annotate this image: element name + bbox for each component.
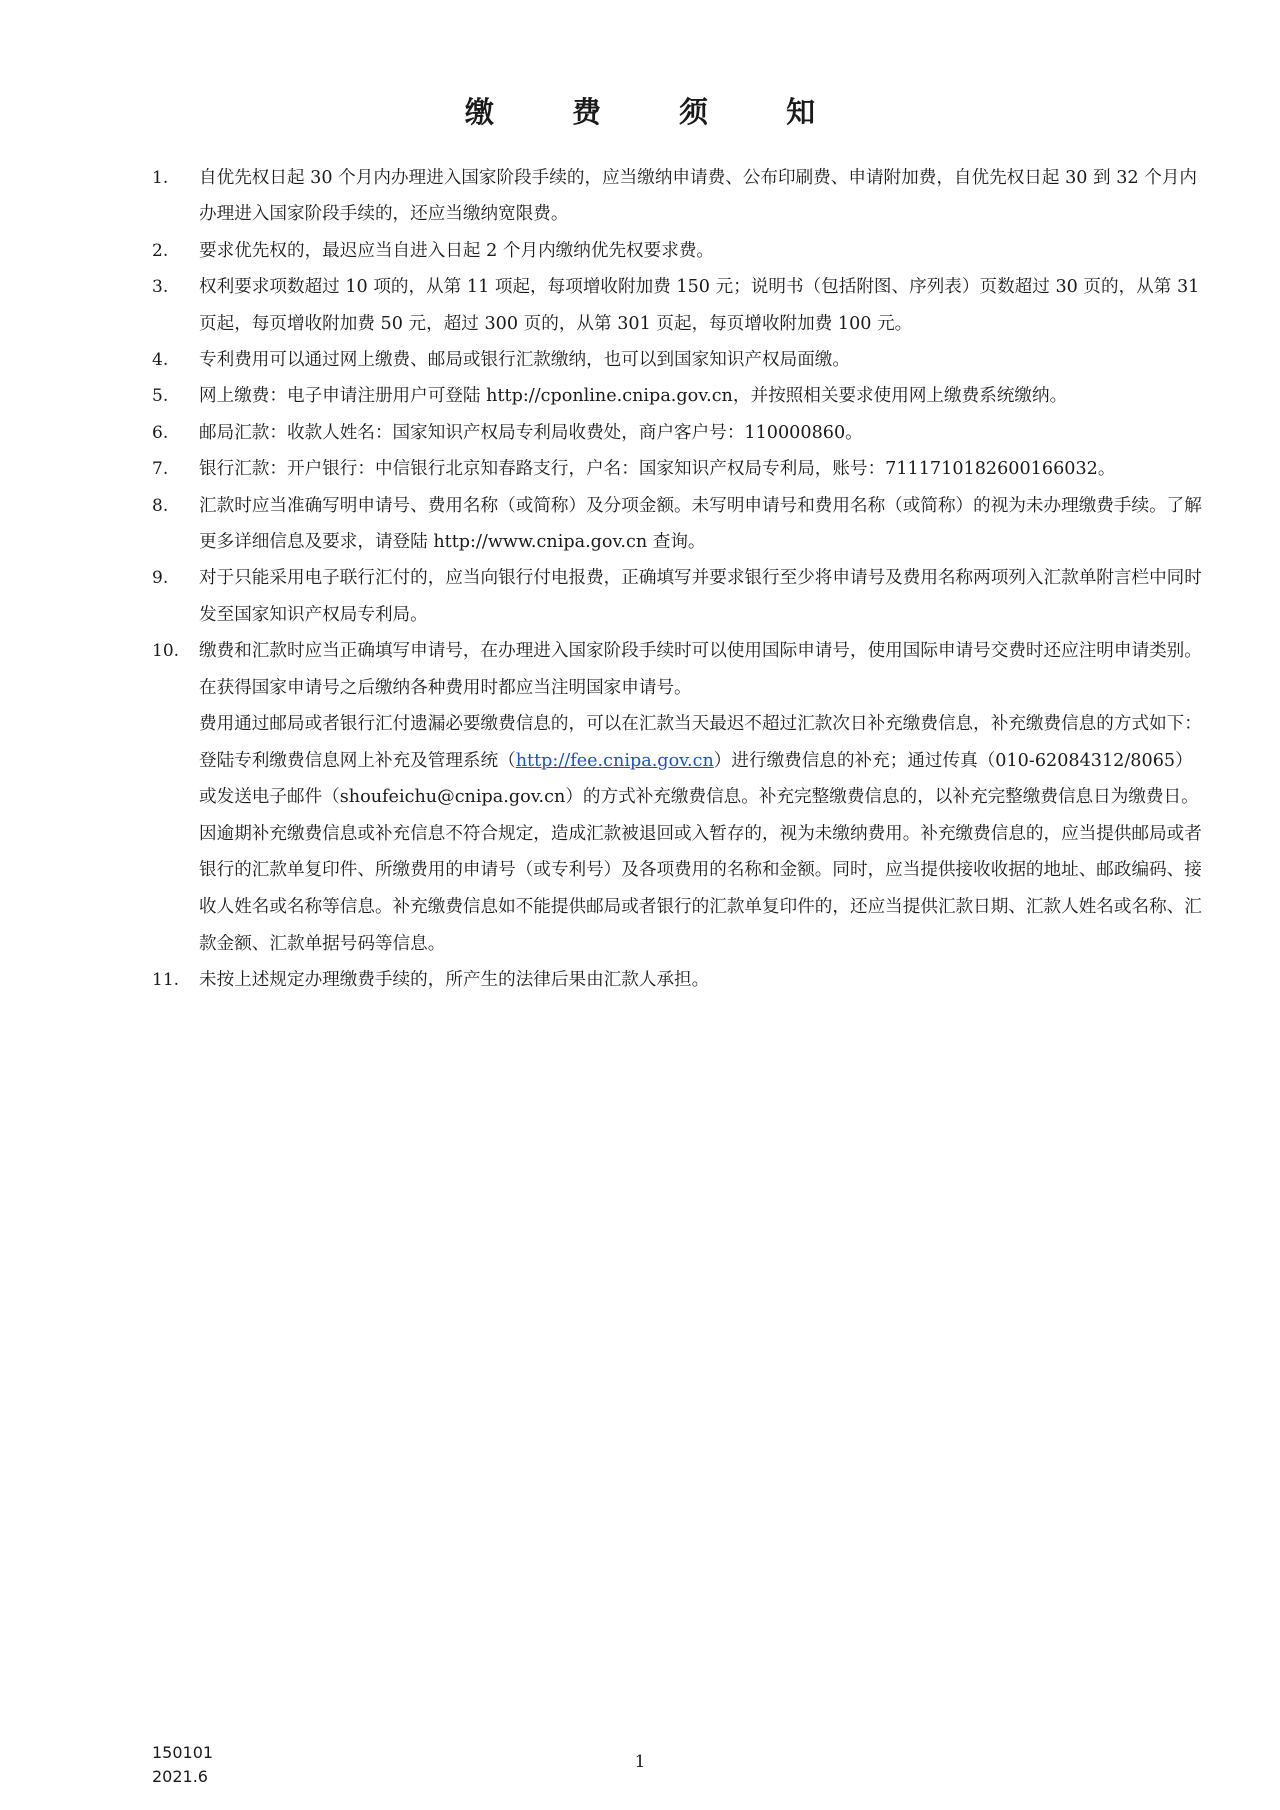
page-title: 缴 费 须 知 xyxy=(464,95,850,129)
list-item-10 xyxy=(152,633,1202,706)
item-number: 1. xyxy=(152,168,169,188)
list-item-2 xyxy=(152,233,1202,269)
list-item-1 xyxy=(152,160,1202,233)
form-version: 2021.6 xyxy=(152,1767,208,1786)
item-number: 7. xyxy=(152,459,169,480)
form-code: 150101 xyxy=(152,1743,214,1762)
page-number: 1 xyxy=(634,1752,646,1772)
item-text: 网上缴费：电子申请注册用户可登陆 http://cponline.cnipa.gov.cn，并按照相关要求使用网上缴费系统缴纳。 xyxy=(199,386,1068,407)
item-text: 邮局汇款：收款人姓名：国家知识产权局专利局收费处，商户客户号：110000860。 xyxy=(199,422,863,443)
fee-system-link[interactable]: http://fee.cnipa.gov.cn xyxy=(515,750,714,771)
item-text: 缴费和汇款时应当正确填写申请号，在办理进入国家阶段手续时可以使用国际申请号，使用国际申请号交费时还应注明申请类别。在获得国家申请号之后缴纳各种费用时都应当注明国家申请号。 xyxy=(199,641,1202,698)
item-number: 4. xyxy=(152,350,169,371)
item-text: 权利要求项数超过 10 项的，从第 11 项起，每项增收附加费 150 元；说明书（包括附图、序列表）页数超过 30 页的，从第 31 页起，每页增收附加费 50 元，超过 300 页的，从第 301 页起，每页增收附加费 100 元。 xyxy=(199,277,1200,334)
supplement-paragraph xyxy=(152,706,1202,962)
supplement-text xyxy=(199,706,1202,962)
item-text: 要求优先权的，最迟应当自进入日起 2 个月内缴纳优先权要求费。 xyxy=(199,240,715,261)
item-number: 8. xyxy=(152,495,169,516)
list-item-8 xyxy=(152,488,1202,561)
item-number: 6. xyxy=(152,422,169,443)
item-number: 11. xyxy=(152,970,180,991)
item-text: 汇款时应当准确写明申请号、费用名称（或简称）及分项金额。未写明申请号和费用名称（或简称）的视为未办理缴费手续。了解更多详细信息及要求，请登陆 http://www.cnipa.gov.cn 查询。 xyxy=(199,495,1202,553)
notice-list xyxy=(152,160,1202,999)
list-item-7 xyxy=(152,451,1202,487)
item-text: 未按上述规定办理缴费手续的，所产生的法律后果由汇款人承担。 xyxy=(199,970,710,991)
supplement-text-part1: 费用通过邮局或者银行汇付遗漏必要缴费信息的，可以在汇款当天最迟不超过汇款次日补充缴费信息，补充缴费信息的方式如下：登陆专利缴费信息网上补充及管理系统（ xyxy=(199,714,1202,771)
item-text: 自优先权日起 30 个月内办理进入国家阶段手续的，应当缴纳申请费、公布印刷费、申请附加费，自优先权日起 30 到 32 个月内办理进入国家阶段手续的，还应当缴纳宽限费。 xyxy=(199,168,1198,225)
list-item-3 xyxy=(152,269,1202,342)
item-number: 2. xyxy=(152,240,169,261)
item-number: 3. xyxy=(152,277,169,298)
list-item-5 xyxy=(152,378,1202,414)
list-item-9 xyxy=(152,560,1202,633)
item-number: 5. xyxy=(152,386,169,407)
list-item-11 xyxy=(152,962,1202,998)
list-item-4 xyxy=(152,342,1202,378)
item-number: 9. xyxy=(152,568,169,589)
item-text: 对于只能采用电子联行汇付的，应当向银行付电报费，正确填写并要求银行至少将申请号及费用名称两项列入汇款单附言栏中同时发至国家知识产权局专利局。 xyxy=(199,568,1202,625)
item-text: 专利费用可以通过网上缴费、邮局或银行汇款缴纳，也可以到国家知识产权局面缴。 xyxy=(199,350,850,371)
item-number: 10. xyxy=(152,641,180,662)
list-item-6 xyxy=(152,415,1202,451)
supplement-text-part2: ）进行缴费信息的补充；通过传真（010-62084312/8065）或发送电子邮件（shoufeichu@cnipa.gov.cn）的方式补充缴费信息。补充完整缴费信息的，以补充完整缴费信息日为缴费日。因逾期补充缴费信息或补充信息不符合规定，造成汇款被退回或入暂存的，视为未缴纳费用。补充缴费信息的，应当提供邮局或者银行的汇款单复印件、所缴费用的申请号（或专利号）及各项费用的名称和金额。同时，应当提供接收收据的地址、邮政编码、接收人姓名或名称等信息。补充缴费信息如不能提供邮局或者银行的汇款单复印件的，还应当提供汇款日期、汇款人姓名或名称、汇款金额、汇款单据号码等信息。 xyxy=(199,750,1202,954)
item-text: 银行汇款：开户银行：中信银行北京知春路支行，户名：国家知识产权局专利局，账号：7111710182600166032。 xyxy=(199,459,1116,480)
